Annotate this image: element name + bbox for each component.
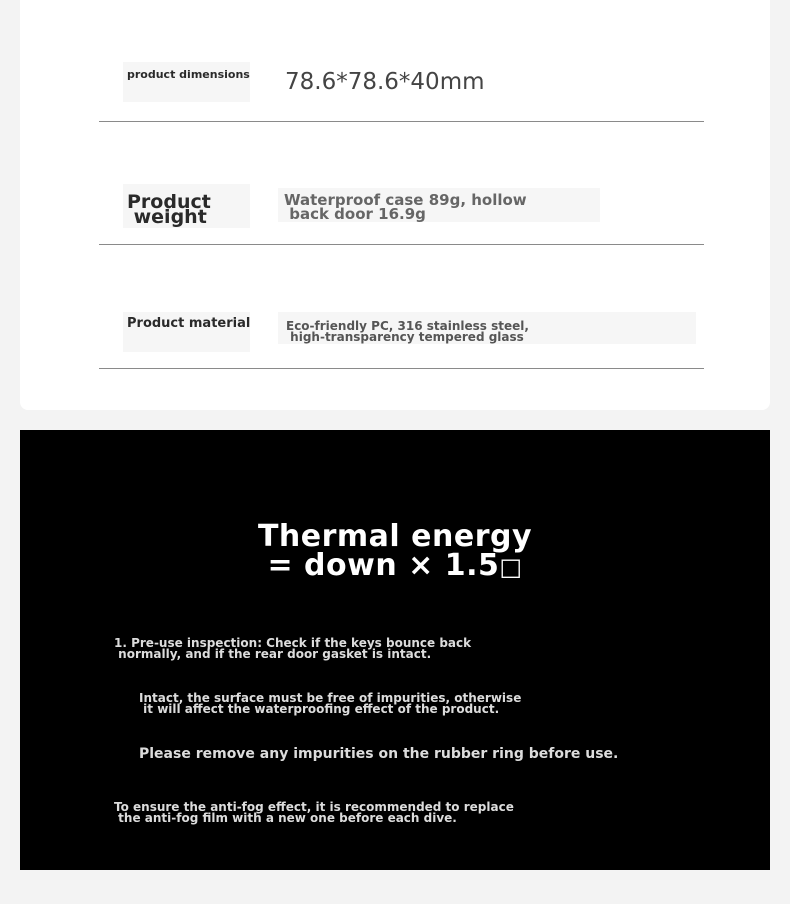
notes-title-text: Thermal energy = down × 1.5 bbox=[257, 519, 533, 583]
spec-row-divider bbox=[99, 368, 704, 369]
note-item-inspection: 1. Pre-use inspection: Check if the keys bounce back normally, and if the rear door gasket is intact. bbox=[114, 636, 472, 661]
spec-label-material: Product material bbox=[127, 316, 251, 331]
missing-glyph-box: □ bbox=[499, 553, 523, 581]
spec-row-divider bbox=[99, 121, 704, 122]
spec-value-dimensions: 78.6*78.6*40mm bbox=[285, 69, 485, 95]
spec-value-material: Eco-friendly PC, 316 stainless steel, high-transparency tempered glass bbox=[286, 319, 529, 344]
note-item-anti-fog: To ensure the anti-fog effect, it is recommended to replace the anti-fog film with a new one before each dive. bbox=[114, 800, 514, 825]
note-item-surface: Intact, the surface must be free of impurities, otherwise it will affect the waterproofing effect of the product. bbox=[139, 691, 522, 716]
notes-title bbox=[20, 519, 770, 583]
note-item-rubber-ring: Please remove any impurities on the rubber ring before use. bbox=[139, 746, 619, 762]
spec-value-weight: Waterproof case 89g, hollow back door 16.9g bbox=[284, 191, 527, 223]
spec-row-divider bbox=[99, 244, 704, 245]
usage-notes-panel bbox=[20, 430, 770, 870]
product-spec-card bbox=[20, 0, 770, 410]
spec-label-dimensions: product dimensions bbox=[127, 68, 250, 81]
spec-label-weight: Product weight bbox=[127, 191, 211, 228]
